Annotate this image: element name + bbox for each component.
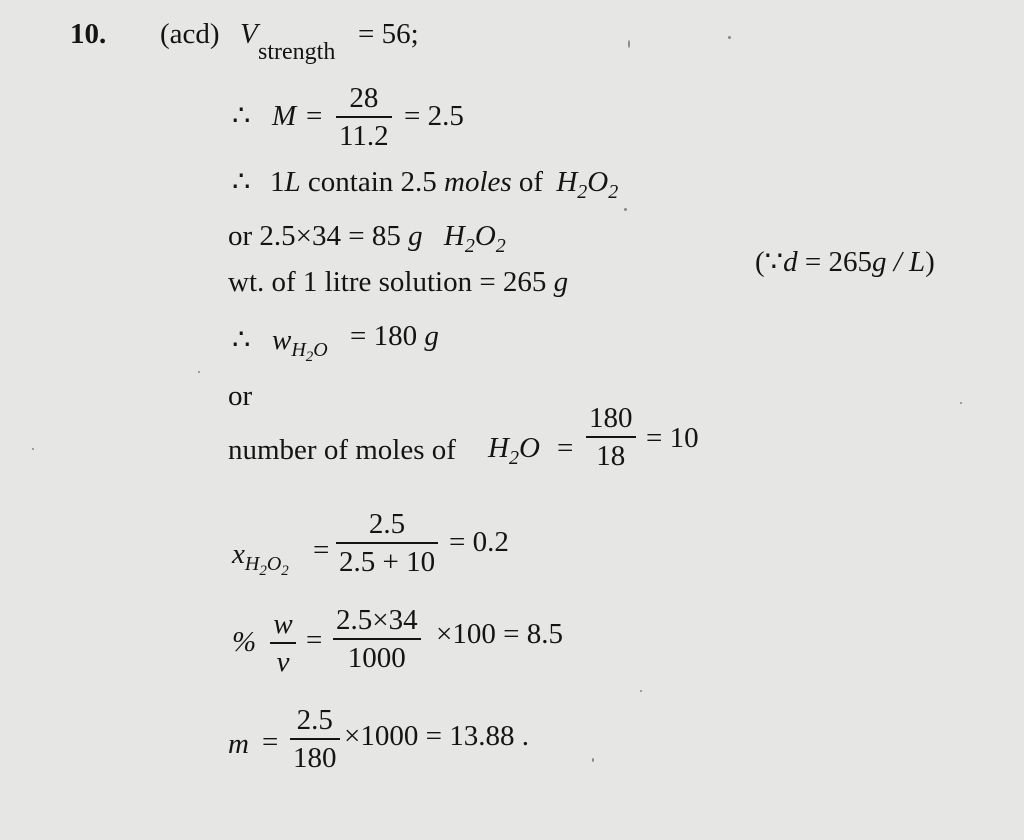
- h2o-formula: $H_2O$: [488, 432, 540, 469]
- answer-options: (acd): [160, 18, 220, 50]
- density-unit: g / L: [871, 246, 926, 278]
- v-strength-value: = 56;: [358, 18, 419, 50]
- scan-speck: [32, 448, 34, 450]
- moles-water-fraction: [586, 404, 636, 471]
- water-mass: $w_{H_2O}$: [272, 324, 328, 365]
- gram-unit: g: [553, 266, 569, 298]
- therefore-symbol: ∴: [232, 166, 251, 198]
- scan-speck: [728, 36, 731, 39]
- mass-expression: or 2.5×34 = 85: [228, 220, 401, 252]
- molarity-result: = 2.5: [404, 100, 464, 132]
- contain-text: contain 2.5: [307, 166, 437, 198]
- fraction-numerator: 2.5×34: [336, 604, 418, 636]
- mole-fraction-result: = 0.2: [449, 526, 509, 558]
- percent-symbol: %: [232, 626, 257, 658]
- litre-unit: L: [284, 166, 301, 198]
- gram-unit: g: [424, 320, 439, 352]
- note-close: ): [925, 246, 935, 278]
- volume-statement: [270, 166, 619, 203]
- equals-sign: =: [262, 726, 279, 758]
- moles-word: moles: [444, 166, 512, 198]
- v-strength-var: V: [240, 18, 258, 50]
- fraction-numerator: 180: [589, 402, 633, 434]
- or-word: or: [228, 380, 253, 412]
- fraction-denominator: 180: [293, 742, 337, 774]
- scan-speck: [592, 758, 594, 762]
- problem-number: 10.: [70, 18, 107, 50]
- moles-water-label: number of moles of: [228, 434, 456, 466]
- h2o2-formula: $H_2O_2$: [556, 166, 619, 203]
- fraction-denominator: 1000: [347, 642, 406, 674]
- equals-sign: =: [557, 432, 574, 464]
- fraction-numerator: 28: [349, 82, 379, 114]
- fraction-numerator: w: [273, 608, 293, 640]
- therefore-symbol: ∴: [232, 324, 251, 356]
- scan-speck: [198, 371, 200, 373]
- equals-sign: =: [306, 624, 323, 656]
- molality-fraction: [290, 706, 340, 773]
- scan-speck: [624, 208, 627, 211]
- molality-result: ×1000 = 13.88 .: [344, 720, 529, 752]
- solution-weight: [228, 268, 568, 297]
- percent-result: ×100 = 8.5: [436, 618, 563, 650]
- scan-speck: [628, 40, 630, 48]
- molarity-var: M: [272, 100, 297, 132]
- molality-var: m: [228, 728, 249, 760]
- water-mass-number: = 180: [350, 320, 418, 352]
- equals-sign: =: [313, 534, 330, 566]
- density-note: [755, 248, 935, 277]
- water-mass-value: [350, 322, 439, 351]
- w-over-v-fraction: [270, 610, 296, 677]
- fraction-denominator: 18: [596, 440, 626, 472]
- of-word: of: [518, 166, 544, 198]
- fraction-denominator: 11.2: [339, 120, 389, 152]
- density-var: d: [783, 246, 798, 278]
- density-value: = 265: [804, 246, 872, 278]
- volume-qty: 1: [270, 166, 285, 198]
- v-strength-sub: strength: [258, 39, 336, 65]
- weight-text: wt. of 1 litre solution = 265: [228, 266, 547, 298]
- scan-speck: [960, 402, 962, 404]
- note-open: (∵: [755, 246, 784, 278]
- gram-unit: g: [408, 220, 423, 252]
- mole-fraction-var: $x_{H_2O_2}$: [232, 538, 289, 579]
- w-var: w: [272, 324, 292, 356]
- fraction-denominator: v: [276, 646, 290, 678]
- moles-water-result: = 10: [646, 422, 699, 454]
- x-var: x: [232, 538, 245, 570]
- mole-fraction-fraction: [336, 510, 438, 577]
- fraction-numerator: 2.5: [368, 508, 406, 540]
- h2o2-formula: $H_2O_2$: [443, 220, 506, 257]
- molarity-fraction: [336, 84, 392, 151]
- scan-speck: [640, 690, 642, 692]
- therefore-symbol: ∴: [232, 100, 251, 132]
- mass-calc: [228, 220, 506, 257]
- percent-fraction: [333, 606, 421, 673]
- fraction-denominator: 2.5 + 10: [339, 546, 436, 578]
- equals-sign: =: [306, 100, 323, 132]
- fraction-numerator: 2.5: [296, 704, 333, 736]
